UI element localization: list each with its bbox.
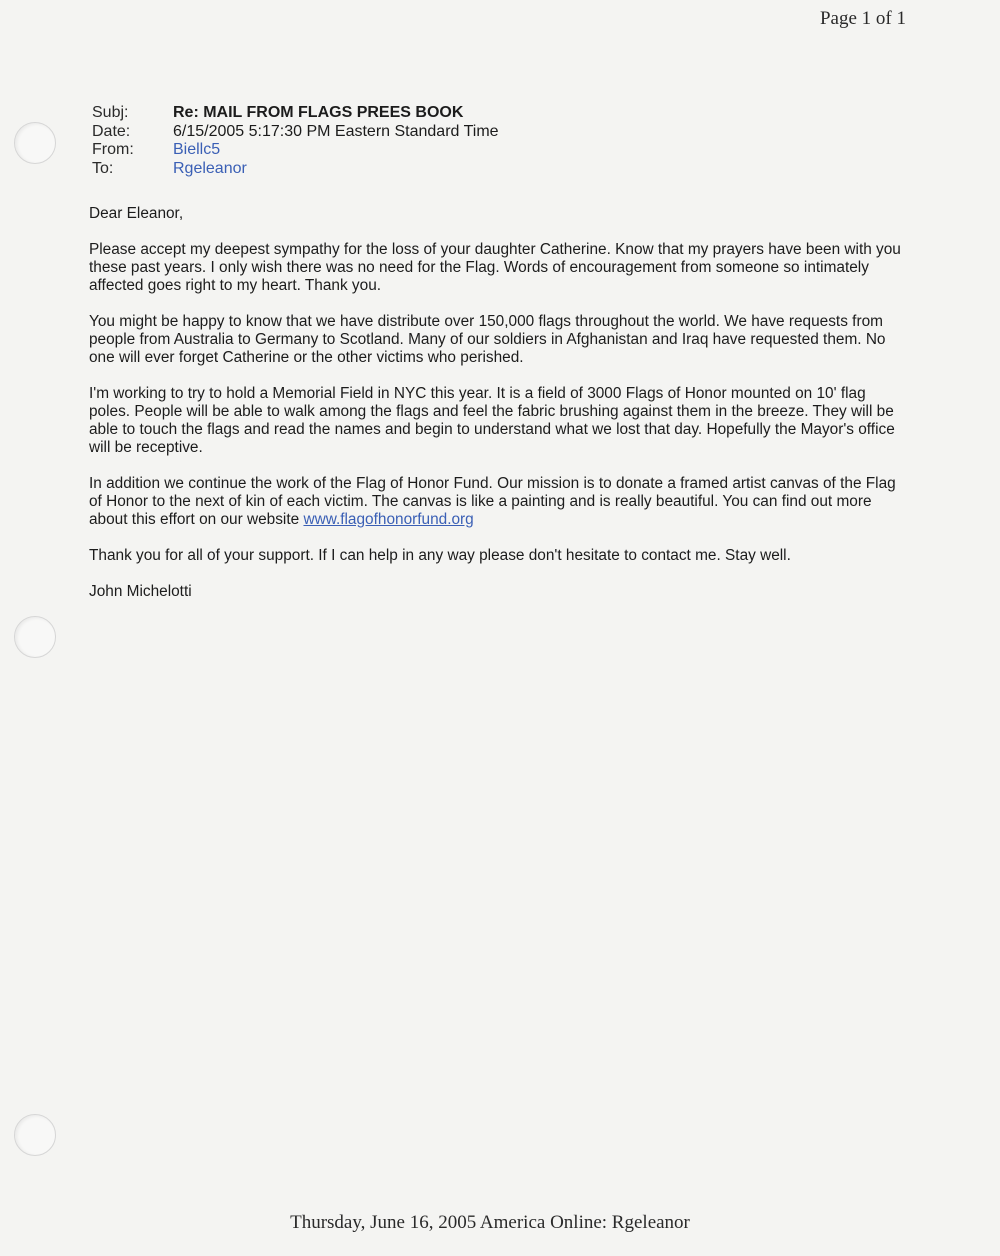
to-label: To: [92,159,114,177]
salutation: Dear Eleanor, [89,205,184,222]
email-header [92,104,499,178]
paragraph-thanks: Thank you for all of your support. If I can help in any way please don't hesitate to contact me. Stay well. [89,547,791,564]
date-label: Date: [92,122,131,140]
subject-value: Re: MAIL FROM FLAGS PREES BOOK [173,104,464,121]
punch-hole [14,122,56,164]
print-footer: Thursday, June 16, 2005 America Online: Rgeleanor [290,1212,690,1233]
signature: John Michelotti [89,583,192,600]
website-link[interactable]: www.flagofhonorfund.org [303,511,474,528]
paragraph-flags-distributed: You might be happy to know that we have distribute over 150,000 flags throughout the world. We have requests from people from Australia to Germany to Scotland. Many of our soldiers in Afghanistan and Iraq have requested them. No one will ever forget Catherine or the other victims who perished. [89,313,886,366]
date-row [92,123,499,142]
honor-fund-text: In addition we continue the work of the Flag of Honor Fund. Our mission is to donate a framed artist canvas of the Flag of Honor to the next of kin of each victim. The canvas is like a painting and is really beautiful. You can find out more about this effort on our website [89,475,896,528]
to-row [92,160,499,179]
from-row [92,141,499,160]
from-label: From: [92,141,134,158]
email-body [89,205,909,619]
punch-hole [14,616,56,658]
subject-row [92,104,499,123]
subject-label: Subj: [92,104,129,121]
from-sender-link[interactable]: Biellc5 [173,141,221,158]
paragraph-memorial-field: I'm working to try to hold a Memorial Field in NYC this year. It is a field of 3000 Flags of Honor mounted on 10' flag poles. People will be able to walk among the flags and feel the fabric brushing against them in the breeze. They will be able to touch the flags and read the names and begin to understand what we lost that day. Hopefully the Mayor's office will be receptive. [89,385,895,456]
paragraph-honor-fund [89,475,909,529]
date-value: 6/15/2005 5:17:30 PM Eastern Standard Time [173,122,499,140]
punch-hole [14,1114,56,1156]
page-indicator: Page 1 of 1 [819,8,906,29]
paragraph-sympathy: Please accept my deepest sympathy for the loss of your daughter Catherine. Know that my prayers have been with you these past years. I only wish there was no need for the Flag. Words of encouragement from someone so intimately affected goes right to my heart. Thank you. [89,241,901,294]
to-recipient-link[interactable]: Rgeleanor [173,159,247,177]
